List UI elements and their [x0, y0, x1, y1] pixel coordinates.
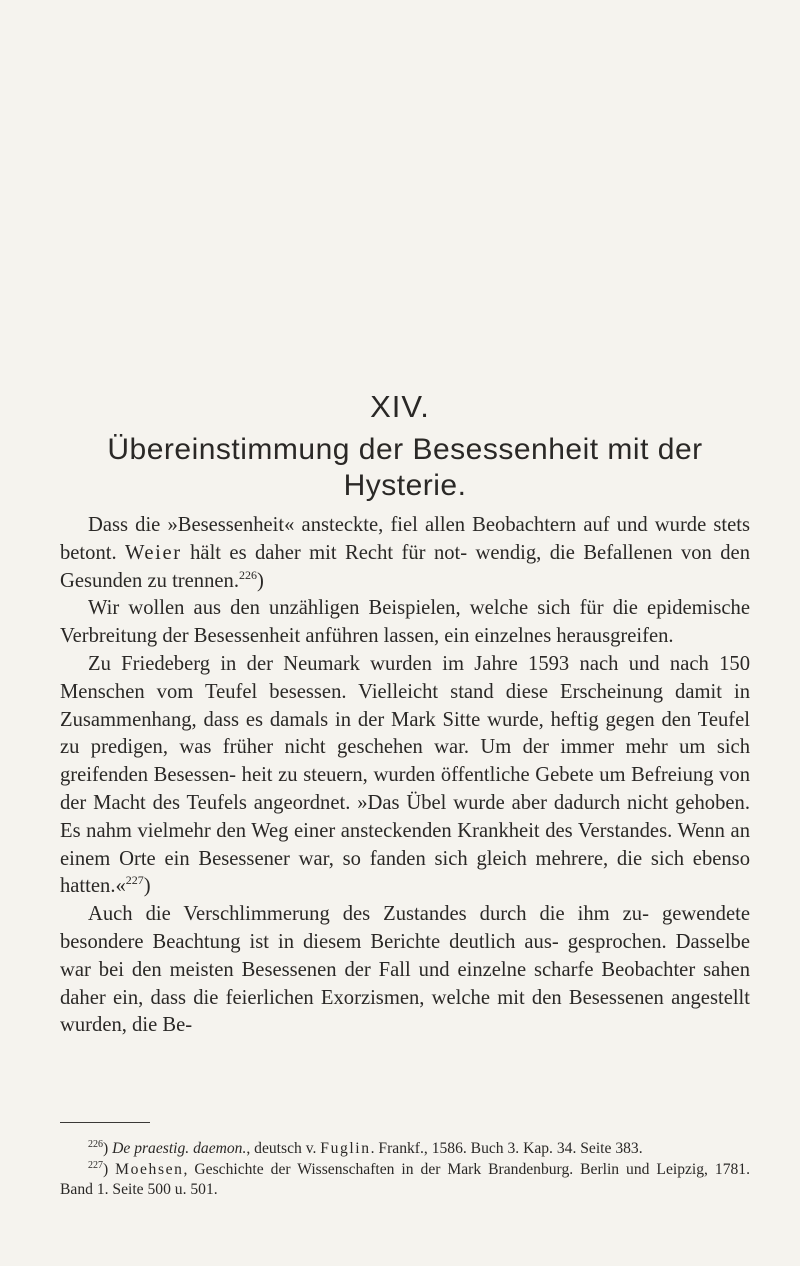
footnote-number: 226	[88, 1139, 103, 1150]
footnote-text: , Geschichte der Wissenschaften in der Mark Brandenburg. Berlin und Leipzig, 1781. Band 1. Seite 500 u. 501.	[60, 1160, 750, 1198]
paragraph-text: Zu Friedeberg in der Neumark wurden im Jahre 1593 nach und nach 150 Menschen vom Teufel besessen. Vielleicht stand diese Erscheinung damit in Zusammenhang, dass es damals in der Mark Sitte wurde, heftig gegen den Teufel zu predigen, was früher nicht geschehen war. Um der immer mehr um sich greifenden Besessen- heit zu steuern, wurden öffentliche Gebete um Befreiung von der Macht des Teufels angeordnet. »Das Übel wurde aber dadurch nicht gehoben. Es nahm vielmehr den Weg einer ansteckenden Krankheit des Verstandes. Wenn an einem Orte ein Besessener war, so fanden sich gleich mehrere, die sich ebenso hatten.«	[60, 652, 750, 898]
footnote-text: . Frankf., 1586. Buch 3. Kap. 34. Seite 383.	[370, 1140, 643, 1157]
footnote-ref[interactable]: 227	[125, 873, 144, 888]
footnote-ref-paren: )	[143, 875, 151, 898]
footnote-227	[60, 1160, 750, 1201]
footnote-226	[60, 1139, 750, 1160]
paragraph-4: Auch die Verschlimmerung des Zustandes durch die ihm zu- gewendete besondere Beachtung ist in diesem Berichte deutlich aus- gesprochen. Dasselbe war bei den meisten Besessenen der Fall und einzelne scharfe Beobachter sahen daher ein, dass die feierlichen Exorzismen, welche mit den Besessenen angestellt wurden, die Be-	[60, 903, 750, 1037]
body-text	[60, 512, 750, 1040]
work-title: De praestig. daemon.	[112, 1140, 247, 1157]
chapter-number: XIV.	[370, 389, 430, 424]
paragraph-text: hält es daher mit Recht für not- wendig, die Befallenen von den Gesunden zu trennen.	[60, 541, 750, 592]
author-name: Moehsen	[115, 1160, 184, 1178]
footnote-number: 227	[88, 1159, 103, 1171]
paragraph-3	[60, 651, 750, 901]
paragraph-1	[60, 512, 750, 595]
footnote-paren: )	[103, 1140, 109, 1157]
author-name: Weier	[125, 541, 182, 564]
footnote-ref-paren: )	[257, 569, 264, 592]
footnotes	[60, 1139, 750, 1201]
paragraph-2: Wir wollen aus den unzähligen Beispielen, welche sich für die epidemische Verbreitung der Besessenheit anführen lassen, ein einzelnes herausgreifen.	[60, 597, 750, 648]
footnote-text: , deutsch v.	[246, 1140, 321, 1157]
chapter-title: Übereinstimmung der Besessenheit mit der Hysterie.	[107, 433, 703, 502]
author-name: Fuglin	[320, 1140, 371, 1157]
footnote-paren: )	[103, 1160, 109, 1178]
footnote-ref[interactable]: 226	[239, 567, 257, 582]
paragraph-text: Dass die »Besessenheit« ansteckte, fiel allen Beobachtern auf und wurde stets betont.	[60, 514, 750, 564]
footnote-divider	[60, 1122, 150, 1123]
